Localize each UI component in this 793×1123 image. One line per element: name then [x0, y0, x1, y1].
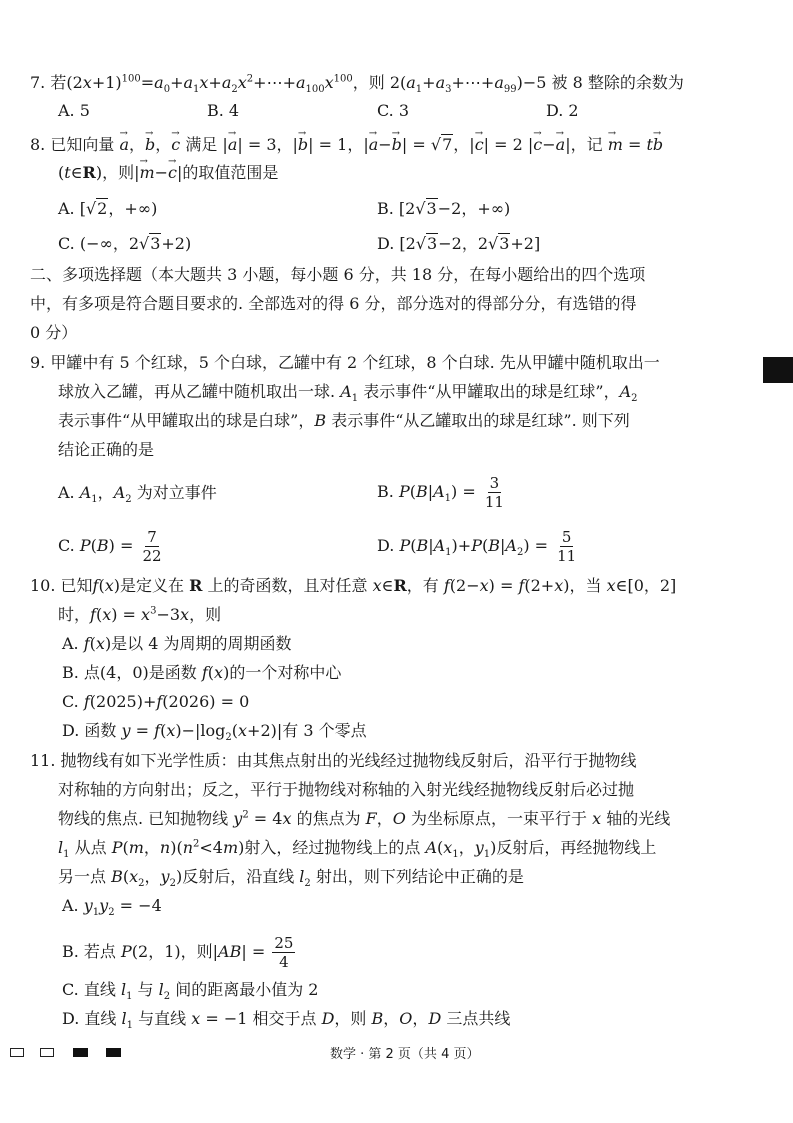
q9-option-b: B. $P(B|A_1)$ = $\frac{3}{11}$ [377, 474, 504, 511]
q9-option-c: C. P(B) = $\frac{7}{22}$ [58, 528, 162, 565]
q9-stem-line1: 9. 甲罐中有 5 个红球，5 个白球，乙罐中有 2 个红球，8 个白球. 先从甲罐中随机取出一 [30, 353, 660, 372]
q9-number: 9. [30, 353, 46, 372]
q9-stem-line4: 结论正确的是 [58, 440, 155, 459]
q7-option-c: C. 3 [377, 101, 410, 120]
footer-block-1 [73, 1048, 88, 1057]
footer-block-2 [106, 1048, 121, 1057]
q9-option-d: D. $P(B|A_1)+P(B|A_2)$ = $\frac{5}{11}$ [377, 528, 577, 565]
q10-number: 10. [30, 576, 56, 595]
section2-line2: 中，有多项是符合题目要求的. 全部选对的得 6 分，部分选对的得部分分，有选错的得 [30, 294, 637, 313]
q7-option-d: D. 2 [546, 101, 579, 120]
footer-box-1 [10, 1048, 24, 1057]
q11-stem-line1 [30, 750, 637, 772]
q11-stem-line4: $l_1$ 从点 P(m，$n)(n^2<4m)$射入，经过抛物线上的点 $A(x_1$，$y_1$)反射后，再经抛物线上 [58, 838, 657, 861]
q7-stem: 7. 若$(2x+1)^{100}=a_0+a_1x+a_2x^2+\cdots+a_{100}x^{100}$，则 $2(a_1+a_3+\cdots+a_{99})-5$ 被 8 整除的余数为 [30, 73, 684, 96]
q10-option-c: C. f(2025)+f(2026) = 0 [62, 692, 250, 711]
page-edge-marker [763, 357, 793, 383]
q7-option-b: B. 4 [207, 101, 240, 120]
q10-option-a: A. f(x)是以 4 为周期的周期函数 [62, 634, 292, 653]
q9-option-a: A. $A_1$，$A_2$ 为对立事件 [58, 483, 217, 506]
section2-text-1: 二、多项选择题（本大题共 3 小题，每小题 6 分，共 18 分，在每小题给出的四个选项 [30, 265, 646, 284]
q11-option-a: A. $y_1y_2 = -4$ [62, 896, 162, 919]
q10-stem-line2: 时，$f(x) = x^3-3x$，则 [58, 605, 222, 624]
q11-option-d: D. 直线 $l_1$ 与直线 x = −1 相交于点 D，则 B，O，D 三点共线 [62, 1009, 511, 1032]
q11-option-b: B. 若点 P(2，1)，则|AB| = $\frac{25}{4}$ [62, 934, 294, 971]
q8-option-c: C. (−∞，2√3+2) [58, 234, 192, 253]
q11-option-c: C. 直线 $l_1$ 与 $l_2$ 间的距离最小值为 2 [62, 980, 319, 1003]
q11-stem-line3: 物线的焦点. 已知抛物线 $y^2 = 4x$ 的焦点为 F，O 为坐标原点，一束平行于 x 轴的光线 [58, 809, 671, 828]
q10-stem-line1: 10. 已知f(x)是定义在 R 上的奇函数，且对任意 x∈R，有 f(2−x) = f(2+x)，当 x∈[0，2] [30, 576, 677, 595]
q8-number: 8. [30, 135, 46, 154]
q7-number: 7. [30, 73, 46, 92]
footer-box-2 [40, 1048, 54, 1057]
page-number: 数学 · 第 2 页（共 4 页） [330, 1047, 480, 1062]
q11-stem-line5: 另一点 $B(x_2$，$y_2$)反射后，沿直线 $l_2$ 射出，则下列结论中正确的是 [58, 867, 524, 890]
section2-line3: 0 分） [30, 323, 78, 342]
q11-text-1: 抛物线有如下光学性质：由其焦点射出的光线经过抛物线反射后，沿平行于抛物线 [60, 751, 637, 770]
q8-stem-line2: (t∈R)，则|→ m−→ c|的取值范围是 [58, 162, 278, 184]
q10-option-d: D. 函数 $y = f(x)-|\log_2(x+2)|$有 3 个零点 [62, 721, 367, 744]
section2-line1 [30, 264, 645, 286]
q11-number: 11. [30, 751, 56, 770]
q9-stem-line3: 表示事件“从甲罐取出的球是白球”，B 表示事件“从乙罐取出的球是红球”. 则下列 [58, 411, 630, 430]
q10-option-b: B. 点(4，0)是函数 f(x)的一个对称中心 [62, 663, 342, 682]
q8-option-d: D. [2√3−2，2√3+2] [377, 234, 541, 253]
q8-option-b: B. [2√3−2，+∞) [377, 199, 511, 218]
q7-option-a: A. 5 [58, 101, 90, 120]
q9-stem-line2: 球放入乙罐，再从乙罐中随机取出一球. $A_1$ 表示事件“从甲罐取出的球是红球”，$A_2$ [58, 382, 638, 405]
q8-stem-line1: 8. 已知向量 → a，→ b，→ c 满足 |→ a| = 3，|→ b| = 1，|→ a−→ b| = √7，|→ c| = 2 |→ c−→ a|，记 → m = t→ b [30, 134, 663, 156]
q11-stem-line2: 对称轴的方向射出；反之，平行于抛物线对称轴的入射光线经抛物线反射后必过抛 [58, 780, 635, 799]
q8-option-a: A. [√2，+∞) [58, 199, 158, 218]
